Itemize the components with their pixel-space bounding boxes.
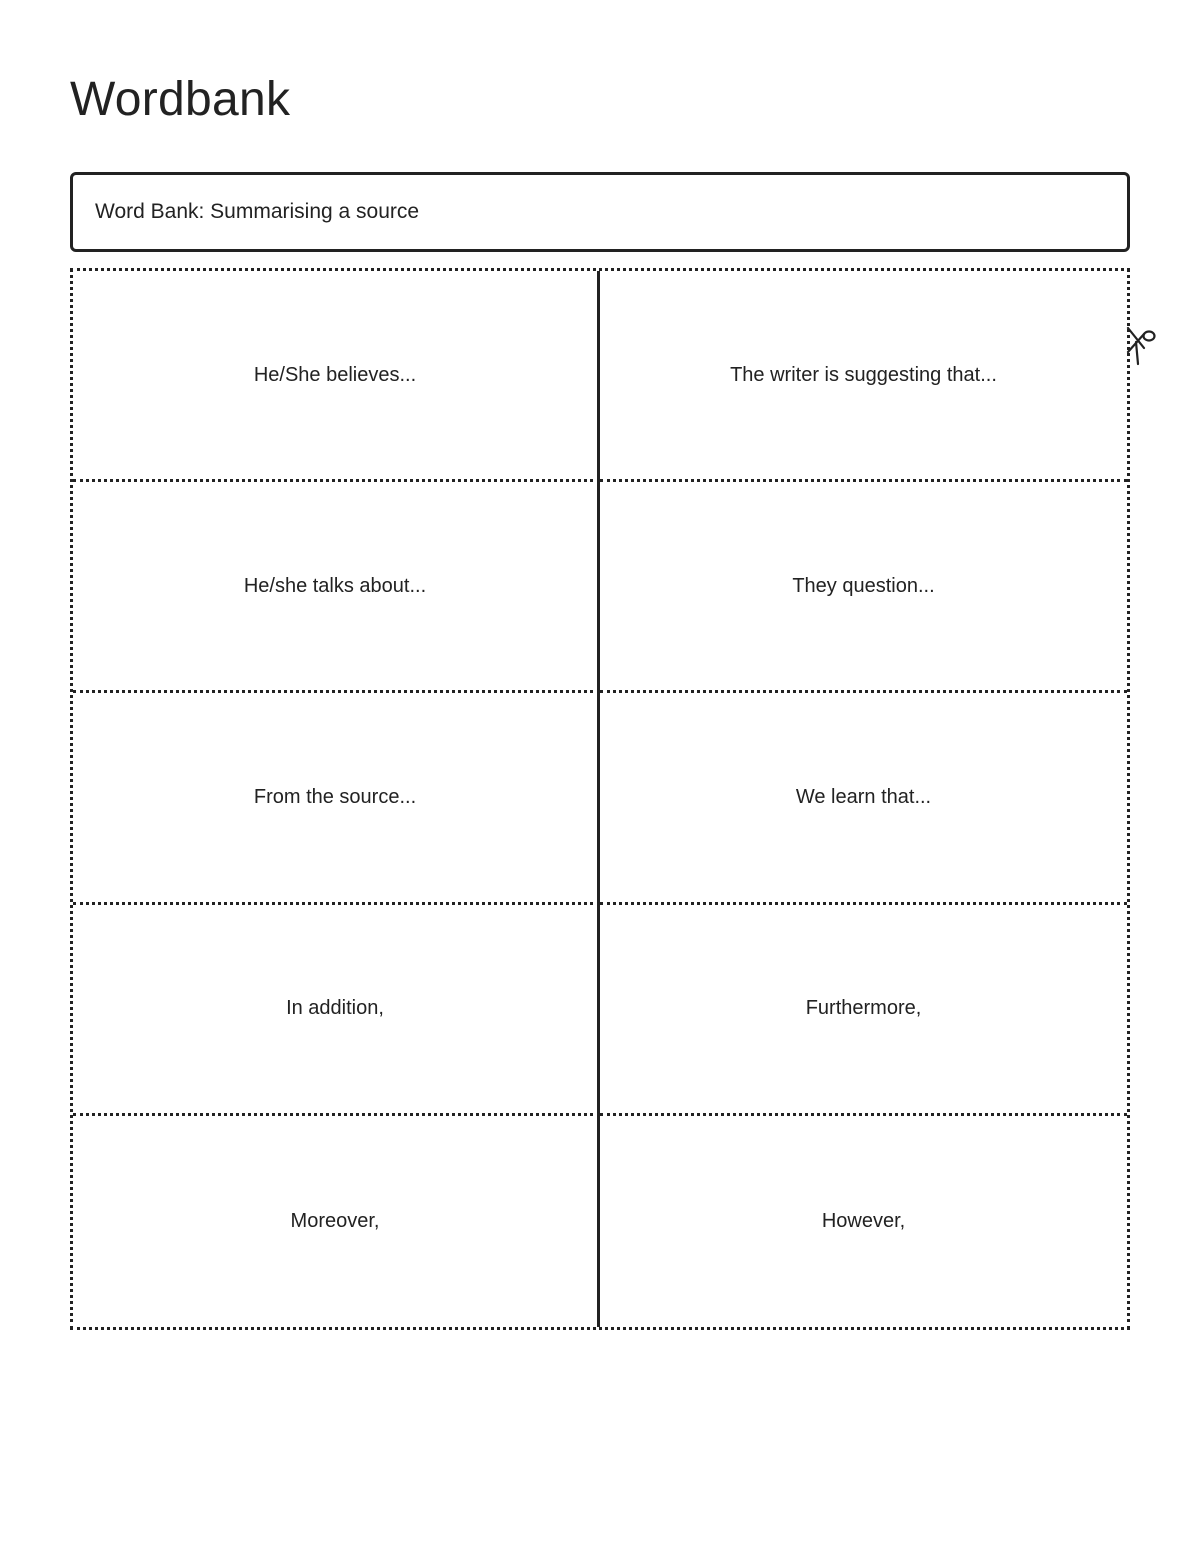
word-bank-header-label: Word Bank: Summarising a source <box>95 200 420 223</box>
word-card <box>600 1116 1127 1327</box>
word-card <box>73 482 600 693</box>
word-card-text: The writer is suggesting that... <box>730 363 997 386</box>
word-card-text: They question... <box>792 574 935 597</box>
page-title: Wordbank <box>70 73 291 126</box>
word-card-grid <box>70 268 1130 1330</box>
word-card-text: Moreover, <box>290 1209 380 1232</box>
word-card <box>73 693 600 904</box>
word-card-text: Furthermore, <box>805 997 922 1020</box>
word-card <box>73 1116 600 1327</box>
word-card-text: In addition, <box>286 997 384 1020</box>
word-card-text: He/She believes... <box>253 363 417 386</box>
word-card <box>600 271 1127 482</box>
word-card <box>73 271 600 482</box>
word-card-text: We learn that... <box>795 785 932 808</box>
word-card <box>600 482 1127 693</box>
scissors-icon <box>1124 322 1158 366</box>
word-card-text: However, <box>821 1209 906 1232</box>
word-bank-header-box <box>70 172 1130 252</box>
word-card-text: He/she talks about... <box>243 574 427 597</box>
word-card <box>600 905 1127 1116</box>
word-card <box>73 905 600 1116</box>
word-card <box>600 693 1127 904</box>
word-card-text: From the source... <box>253 785 417 808</box>
